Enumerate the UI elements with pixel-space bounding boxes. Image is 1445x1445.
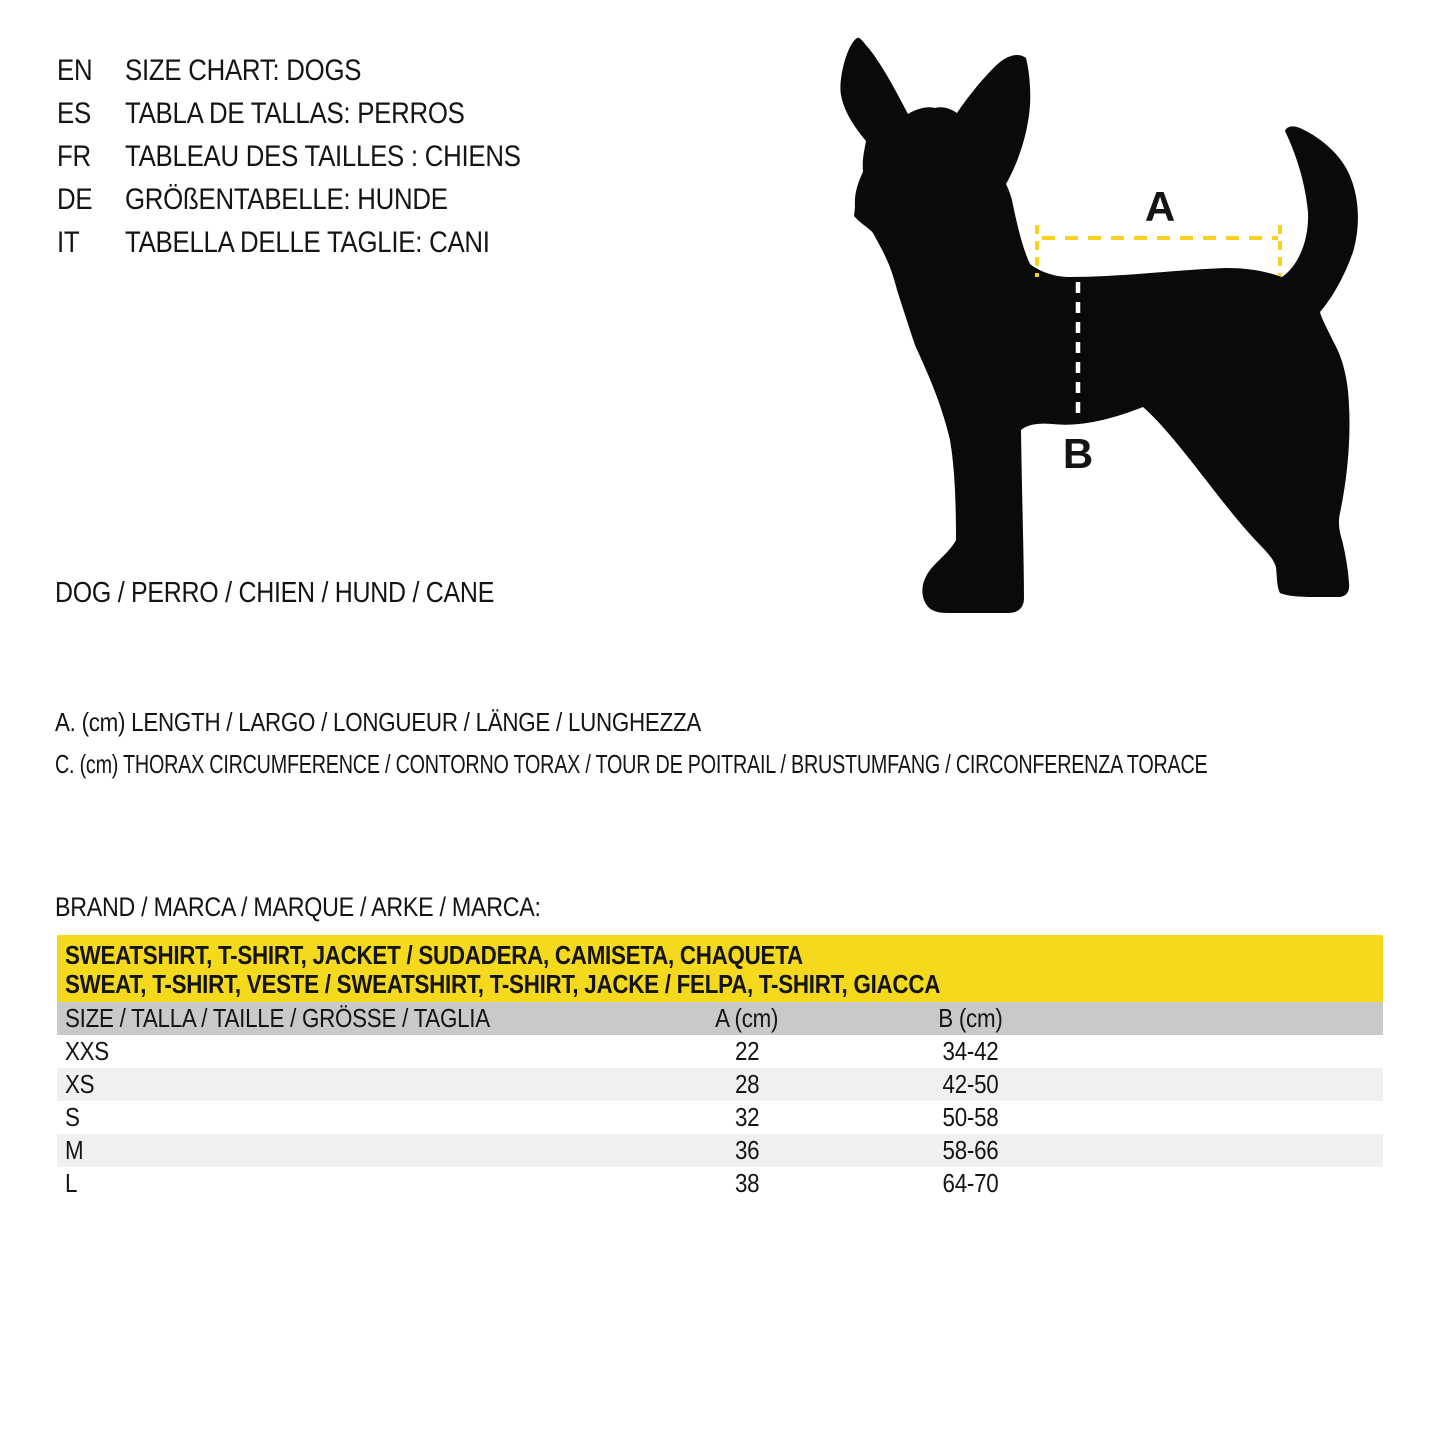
table-banner-line2-row [65, 970, 1383, 999]
animal-caption-text: DOG / PERRO / CHIEN / HUND / CANE [55, 577, 495, 609]
language-title-cell [125, 97, 520, 131]
header-size-cell [57, 1003, 582, 1034]
language-code-cell [57, 54, 125, 88]
row-b-value: 50-58 [942, 1102, 998, 1132]
table-banner-line1-row [65, 941, 1383, 970]
row-b-value: 64-70 [942, 1168, 998, 1198]
table-banner-line2: SWEAT, T-SHIRT, VESTE / SWEATSHIRT, T-SHIRT, JACKE / FELPA, T-SHIRT, GIACCA [65, 969, 941, 999]
language-title-cell [125, 226, 549, 260]
table-row [57, 1035, 1383, 1068]
language-code-cell [57, 140, 125, 174]
table-row [57, 1101, 1383, 1134]
row-b-value: 58-66 [942, 1135, 998, 1165]
header-b-cell [912, 1003, 1028, 1034]
header-b-label: B (cm) [937, 1003, 1003, 1033]
language-code: EN [57, 53, 93, 87]
language-title-cell [125, 54, 400, 88]
row-b-cell [912, 1135, 1028, 1166]
measure-a-label: A [1144, 183, 1176, 230]
header-size-label: SIZE / TALLA / TAILLE / GRÖSSE / TAGLIA [65, 1003, 490, 1033]
row-size-cell [57, 1168, 582, 1199]
header-a-label: A (cm) [715, 1003, 779, 1033]
legend-line-c: C. (cm) THORAX CIRCUMFERENCE / CONTORNO TORAX / TOUR DE POITRAIL / BRUSTUMFANG / CIRCONFERENZA TORACE [55, 749, 1208, 779]
row-a-value: 38 [734, 1168, 760, 1198]
header-a-cell [582, 1003, 912, 1034]
table-banner [57, 935, 1383, 1002]
language-row [57, 221, 585, 264]
row-b-cell [912, 1036, 1028, 1067]
row-a-cell [582, 1135, 912, 1166]
language-code: FR [57, 139, 91, 173]
language-title: SIZE CHART: DOGS [125, 53, 362, 87]
language-title-block [57, 49, 585, 264]
table-row [57, 1134, 1383, 1167]
row-b-value: 42-50 [942, 1069, 998, 1099]
measure-a-line [1037, 183, 1280, 277]
table-banner-line1: SWEATSHIRT, T-SHIRT, JACKET / SUDADERA, CAMISETA, CHAQUETA [65, 940, 803, 970]
language-code: ES [57, 96, 91, 130]
row-a-cell [582, 1036, 912, 1067]
language-title: TABELLA DELLE TAGLIE: CANI [125, 225, 490, 259]
row-size: XS [65, 1069, 95, 1099]
row-size-cell [57, 1069, 582, 1100]
language-code-cell [57, 97, 125, 131]
language-row [57, 178, 585, 221]
language-row [57, 49, 585, 92]
row-a-cell [582, 1168, 912, 1199]
row-size-cell [57, 1102, 582, 1133]
language-title-cell [125, 140, 585, 174]
language-row [57, 92, 585, 135]
brand-line-text: BRAND / MARCA / MARQUE / ARKE / MARCA: [55, 892, 541, 922]
size-table [57, 935, 1383, 1200]
language-code-cell [57, 226, 125, 260]
language-code-cell [57, 183, 125, 217]
row-b-cell [912, 1102, 1028, 1133]
row-size: XXS [65, 1036, 109, 1066]
language-title: TABLA DE TALLAS: PERROS [125, 96, 465, 130]
row-size: L [65, 1168, 78, 1198]
row-size-cell [57, 1135, 582, 1166]
row-a-value: 22 [734, 1036, 760, 1066]
table-row [57, 1068, 1383, 1101]
row-size-cell [57, 1036, 582, 1067]
language-code: DE [57, 182, 93, 216]
row-size: M [65, 1135, 84, 1165]
language-row [57, 135, 585, 178]
row-b-cell [912, 1168, 1028, 1199]
measure-b-label: B [1062, 430, 1094, 477]
row-a-value: 36 [734, 1135, 760, 1165]
animal-caption [55, 578, 566, 608]
dog-measurement-diagram [820, 25, 1442, 625]
legend-line-a-row [55, 701, 1445, 743]
measurement-legend [55, 701, 1445, 785]
legend-line-c-row [55, 743, 1445, 785]
legend-line-a: A. (cm) LENGTH / LARGO / LONGUEUR / LÄNGE / LUNGHEZZA [55, 707, 702, 737]
language-title-cell [125, 183, 500, 217]
language-title: GRÖßENTABELLE: HUNDE [125, 182, 448, 216]
table-row [57, 1167, 1383, 1200]
language-title: TABLEAU DES TAILLES : CHIENS [125, 139, 521, 173]
row-a-cell [582, 1069, 912, 1100]
dog-silhouette-icon [840, 38, 1358, 613]
row-b-cell [912, 1069, 1028, 1100]
brand-line [55, 892, 620, 922]
row-a-value: 32 [734, 1102, 760, 1132]
row-size: S [65, 1102, 80, 1132]
table-header-row [57, 1002, 1383, 1035]
language-code: IT [57, 225, 80, 259]
row-a-value: 28 [734, 1069, 760, 1099]
row-b-value: 34-42 [942, 1036, 998, 1066]
row-a-cell [582, 1102, 912, 1133]
